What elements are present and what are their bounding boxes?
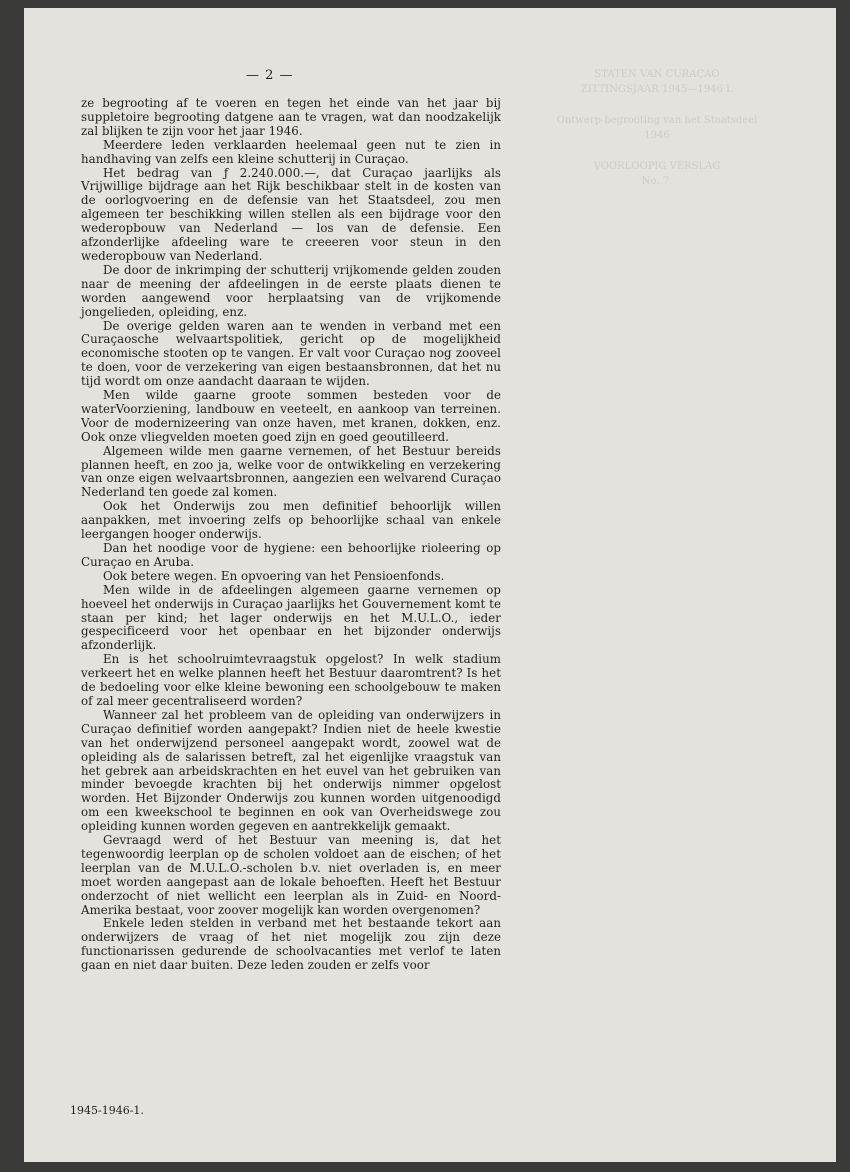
paragraph: Ook het Onderwijs zou men definitief behoorlijk willen aanpakken, met invoering zelfs op behoorlijke schaal van enkele leergangen hooger onderwijs. bbox=[81, 499, 501, 542]
page-number: — 2 — bbox=[246, 68, 294, 83]
paragraph: Het bedrag van ƒ 2.240.000.—, dat Curaçao jaarlijks als Vrijwillige bijdrage aan het Rijk beschikbaar stelt in de kosten van de oorlogvoering en de defensie van het Staatsdeel, zou men algemeen ter beschikking willen stellen als een bijdrage voor den wederopbouw van Nederland — los van de defensie. Een afzonderlijke afdeeling ware te creeeren voor steun in den wederopbouw van Nederland. bbox=[81, 165, 501, 263]
paragraph: Men wilde in de afdeelingen algemeen gaarne vernemen op hoeveel het onderwijs in Curaçao jaarlijks het Gouvernement komt te staan per kind; het lager onderwijs en het M.U.L.O., ieder gespecificeerd voor het openbaar en het bijzonder onderwijs afzonderlijk. bbox=[81, 582, 501, 653]
paragraph: Dan het noodige voor de hygiene: een behoorlijke rioleering op Curaçao en Aruba. bbox=[81, 541, 501, 569]
paragraph: Wanneer zal het probleem van de opleiding van onderwijzers in Curaçao definitief worden aangepakt? Indien niet de heele kwestie van het onderwijzend personeel aangepakt wordt, zoowel wat de opleiding als de salarissen betreft, zal het eigenlijke vraagstuk van het gebrek aan arbeidskrachten en het euvel van het gebruiken van minder bevoegde krachten bij het onderwijs nimmer opgelost worden. Het Bijzonder Onderwijs zou kunnen worden uitgenoodigd om een kweekschool te beginnen en ook van Overheidswege zou opleiding kunnen worden gegeven en aantrekkelijk gemaakt. bbox=[81, 707, 501, 834]
show-through-line: 1946 bbox=[644, 130, 670, 141]
body-text bbox=[81, 97, 501, 973]
paragraph: De door de inkrimping der schutterij vrijkomende gelden zouden naar de meening der afdeelingen in de eerste plaats dienen te worden aangewend voor herplaatsing van de vrijkomende jongelieden, opleiding, enz. bbox=[81, 262, 501, 319]
paragraph: Ook betere wegen. En opvoering van het Pensioenfonds. bbox=[103, 568, 445, 583]
paragraph: ze begrooting af te voeren en tegen het einde van het jaar bij suppletoire begrooting datgene aan te vragen, wat dan noodzakelijk zal blijken te zijn voor het jaar 1946. bbox=[81, 96, 501, 138]
document-page bbox=[24, 8, 836, 1162]
footer-reference: 1945-1946-1. bbox=[70, 1104, 144, 1117]
paragraph: De overige gelden waren aan te wenden in verband met een Curaçaosche welvaartspolitiek, gericht op de mogelijkheid economische stooten op te vangen. Er valt voor Curaçao nog zooveel te doen, voor de verzekering van eigen bestaansbronnen, dat het nu tijd wordt om onze aandacht daaraan te wijden. bbox=[81, 318, 501, 389]
paragraph: Algemeen wilde men gaarne vernemen, of het Bestuur bereids plannen heeft, en zoo ja, welke voor de ontwikkeling en verzekering van onze eigen welvaartsbronnen, aangezien een welvarend Curaçao Nederland ten goede zal komen. bbox=[81, 443, 501, 500]
show-through-text bbox=[532, 68, 782, 190]
show-through-line: ZITTINGSJAAR 1945—1946 I. bbox=[580, 84, 734, 95]
paragraph: Men wilde gaarne groote sommen besteden voor de waterVoorziening, landbouw en veeteelt, en aankoop van terreinen. Voor de modernizeering van onze haven, met kranen, dokken, enz. Ook onze vliegvelden moeten goed zijn en goed geoutilleerd. bbox=[81, 388, 501, 444]
show-through-line: Ontwerp-begrooting van het Staatsdeel bbox=[556, 115, 758, 126]
paragraph: Gevraagd werd of het Bestuur van meening is, dat het tegenwoordig leerplan op de scholen voldoet aan de eischen; of het leerplan van de M.U.L.O.-scholen b.v. niet overladen is, en meer moet worden aangepast aan de lokale behoeften. Heeft het Bestuur onderzocht of niet wellicht een leerplan als in Zuid- en Noord-Amerika bestaat, voor zoover mogelijk kan worden overgenomen? bbox=[81, 833, 501, 917]
show-through-line: No. 7. bbox=[641, 176, 673, 187]
paragraph: Meerdere leden verklaarden heelemaal geen nut te zien in handhaving van zelfs een kleine schutterij in Curaçao. bbox=[81, 137, 501, 166]
paragraph: En is het schoolruimtevraagstuk opgelost? In welk stadium verkeert het en welke plannen heeft het Bestuur daaromtrent? Is het de bedoeling voor elke kleine bewoning een schoolgebouw te maken of zal meer gecentraliseerd worden? bbox=[81, 652, 501, 708]
show-through-line: STATEN VAN CURAÇAO bbox=[594, 69, 720, 80]
show-through-line: VOORLOOPIG VERSLAG bbox=[593, 161, 721, 172]
paragraph: Enkele leden stelden in verband met het bestaande tekort aan onderwijzers de vraag of het niet mogelijk zou zijn deze functionarissen gedurende de schoolvacanties met verlof te laten gaan en niet daar buiten. Deze leden zouden er zelfs voor bbox=[81, 916, 501, 973]
